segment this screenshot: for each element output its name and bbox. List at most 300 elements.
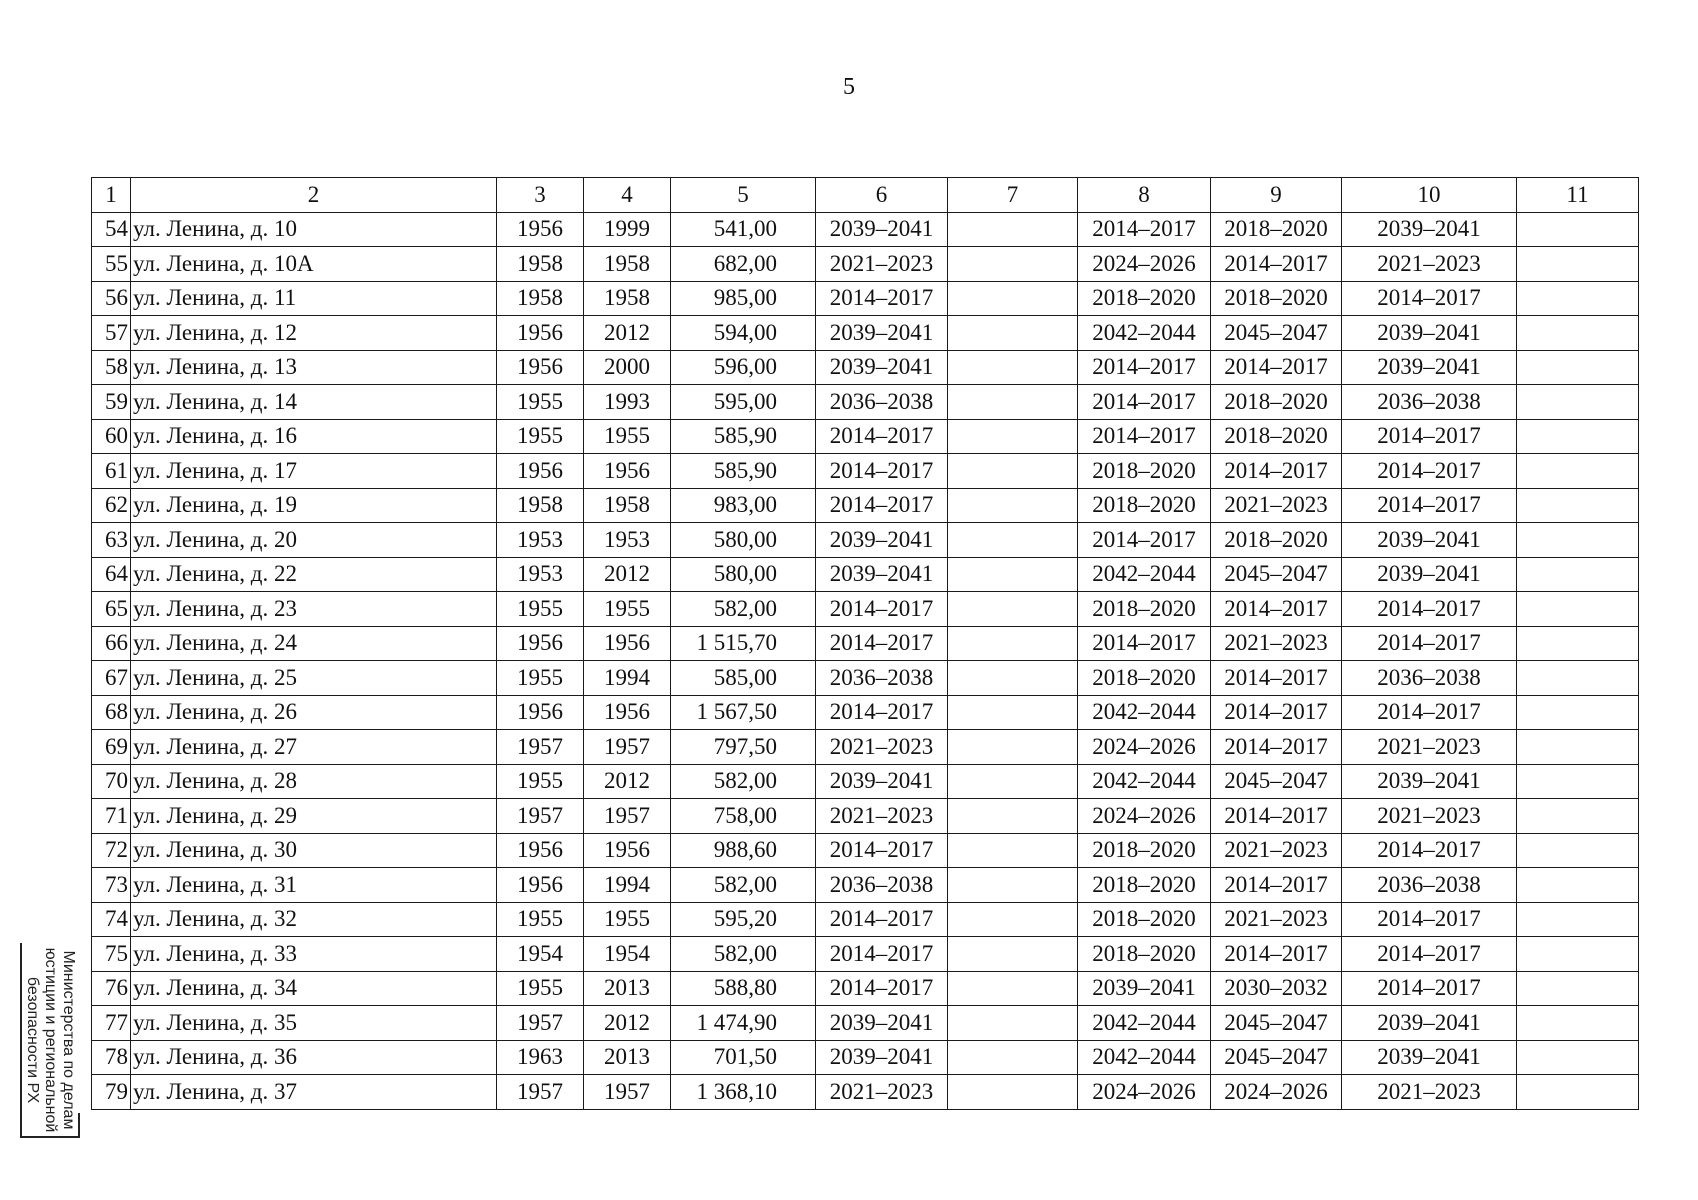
cell-column-11 <box>1517 247 1639 282</box>
cell-period-9: 2014–2017 <box>1211 868 1342 903</box>
cell-column-11 <box>1517 385 1639 420</box>
cell-period-9: 2014–2017 <box>1211 799 1342 834</box>
cell-address: ул. Ленина, д. 37 <box>131 1075 497 1110</box>
cell-column-11 <box>1517 868 1639 903</box>
column-header-3: 3 <box>497 178 584 213</box>
cell-construction-year: 1955 <box>497 661 584 696</box>
cell-period-8: 2042–2044 <box>1078 695 1211 730</box>
cell-period-6: 2014–2017 <box>816 419 948 454</box>
cell-period-6: 2039–2041 <box>816 316 948 351</box>
table-row <box>92 281 1639 316</box>
cell-period-9: 2014–2017 <box>1211 730 1342 765</box>
cell-area: 541,00 <box>671 212 816 247</box>
cell-period-10: 2014–2017 <box>1342 902 1517 937</box>
cell-construction-year: 1956 <box>497 212 584 247</box>
cell-period-10: 2014–2017 <box>1342 419 1517 454</box>
cell-renovation-year: 1994 <box>584 868 671 903</box>
cell-column-11 <box>1517 281 1639 316</box>
column-header-9: 9 <box>1211 178 1342 213</box>
cell-period-8: 2042–2044 <box>1078 1006 1211 1041</box>
cell-column-7 <box>948 385 1078 420</box>
cell-area: 1 368,10 <box>671 1075 816 1110</box>
cell-row-number: 68 <box>92 695 131 730</box>
cell-construction-year: 1955 <box>497 592 584 627</box>
cell-renovation-year: 2000 <box>584 350 671 385</box>
cell-column-7 <box>948 281 1078 316</box>
cell-period-6: 2039–2041 <box>816 212 948 247</box>
table-row <box>92 419 1639 454</box>
cell-row-number: 67 <box>92 661 131 696</box>
cell-period-8: 2018–2020 <box>1078 454 1211 489</box>
stamp-line-3: безопасности РХ <box>24 976 41 1104</box>
cell-period-8: 2042–2044 <box>1078 764 1211 799</box>
cell-period-8: 2018–2020 <box>1078 937 1211 972</box>
cell-column-7 <box>948 592 1078 627</box>
column-header-6: 6 <box>816 178 948 213</box>
cell-construction-year: 1956 <box>497 316 584 351</box>
cell-renovation-year: 2012 <box>584 557 671 592</box>
cell-column-7 <box>948 1075 1078 1110</box>
cell-construction-year: 1955 <box>497 902 584 937</box>
cell-period-8: 2042–2044 <box>1078 1040 1211 1075</box>
cell-renovation-year: 1956 <box>584 454 671 489</box>
cell-construction-year: 1956 <box>497 626 584 661</box>
table-row <box>92 730 1639 765</box>
cell-row-number: 71 <box>92 799 131 834</box>
table-row <box>92 454 1639 489</box>
cell-area: 1 515,70 <box>671 626 816 661</box>
cell-column-11 <box>1517 661 1639 696</box>
cell-area: 582,00 <box>671 764 816 799</box>
cell-area: 582,00 <box>671 868 816 903</box>
cell-renovation-year: 1957 <box>584 730 671 765</box>
cell-construction-year: 1958 <box>497 247 584 282</box>
cell-construction-year: 1958 <box>497 488 584 523</box>
cell-address: ул. Ленина, д. 25 <box>131 661 497 696</box>
column-header-2: 2 <box>131 178 497 213</box>
cell-row-number: 69 <box>92 730 131 765</box>
cell-renovation-year: 1954 <box>584 937 671 972</box>
column-header-5: 5 <box>671 178 816 213</box>
cell-period-6: 2021–2023 <box>816 799 948 834</box>
cell-renovation-year: 1953 <box>584 523 671 558</box>
cell-row-number: 59 <box>92 385 131 420</box>
cell-column-11 <box>1517 454 1639 489</box>
cell-period-10: 2039–2041 <box>1342 523 1517 558</box>
registration-stamp <box>17 937 83 1143</box>
cell-address: ул. Ленина, д. 16 <box>131 419 497 454</box>
cell-column-11 <box>1517 937 1639 972</box>
cell-period-6: 2039–2041 <box>816 764 948 799</box>
cell-period-8: 2024–2026 <box>1078 799 1211 834</box>
cell-column-11 <box>1517 971 1639 1006</box>
cell-row-number: 74 <box>92 902 131 937</box>
cell-period-8: 2014–2017 <box>1078 350 1211 385</box>
cell-renovation-year: 1956 <box>584 833 671 868</box>
cell-period-8: 2018–2020 <box>1078 661 1211 696</box>
cell-row-number: 75 <box>92 937 131 972</box>
cell-column-7 <box>948 833 1078 868</box>
cell-construction-year: 1958 <box>497 281 584 316</box>
cell-column-11 <box>1517 557 1639 592</box>
cell-period-8: 2018–2020 <box>1078 592 1211 627</box>
column-header-1: 1 <box>92 178 131 213</box>
cell-renovation-year: 1955 <box>584 902 671 937</box>
cell-column-7 <box>948 316 1078 351</box>
cell-construction-year: 1954 <box>497 937 584 972</box>
cell-renovation-year: 1993 <box>584 385 671 420</box>
cell-address: ул. Ленина, д. 20 <box>131 523 497 558</box>
cell-renovation-year: 1955 <box>584 419 671 454</box>
cell-renovation-year: 2012 <box>584 316 671 351</box>
cell-row-number: 70 <box>92 764 131 799</box>
cell-period-9: 2014–2017 <box>1211 350 1342 385</box>
cell-area: 595,00 <box>671 385 816 420</box>
cell-renovation-year: 2013 <box>584 1040 671 1075</box>
cell-period-10: 2014–2017 <box>1342 937 1517 972</box>
table-row <box>92 488 1639 523</box>
cell-renovation-year: 1994 <box>584 661 671 696</box>
table-row <box>92 1075 1639 1110</box>
cell-address: ул. Ленина, д. 14 <box>131 385 497 420</box>
cell-renovation-year: 1957 <box>584 1075 671 1110</box>
stamp-text <box>23 937 77 1143</box>
column-header-7: 7 <box>948 178 1078 213</box>
cell-row-number: 79 <box>92 1075 131 1110</box>
cell-column-7 <box>948 212 1078 247</box>
cell-column-11 <box>1517 799 1639 834</box>
cell-column-11 <box>1517 902 1639 937</box>
cell-renovation-year: 2012 <box>584 1006 671 1041</box>
table-row <box>92 868 1639 903</box>
cell-area: 582,00 <box>671 937 816 972</box>
cell-period-10: 2021–2023 <box>1342 799 1517 834</box>
cell-period-8: 2024–2026 <box>1078 247 1211 282</box>
cell-period-6: 2021–2023 <box>816 730 948 765</box>
cell-period-8: 2042–2044 <box>1078 316 1211 351</box>
cell-construction-year: 1955 <box>497 764 584 799</box>
cell-row-number: 66 <box>92 626 131 661</box>
cell-period-6: 2014–2017 <box>816 281 948 316</box>
cell-construction-year: 1957 <box>497 1006 584 1041</box>
table-row <box>92 316 1639 351</box>
cell-column-11 <box>1517 1040 1639 1075</box>
cell-period-6: 2036–2038 <box>816 385 948 420</box>
cell-renovation-year: 1956 <box>584 695 671 730</box>
cell-column-7 <box>948 730 1078 765</box>
cell-construction-year: 1957 <box>497 1075 584 1110</box>
cell-period-10: 2014–2017 <box>1342 971 1517 1006</box>
cell-period-6: 2036–2038 <box>816 661 948 696</box>
cell-area: 682,00 <box>671 247 816 282</box>
cell-period-9: 2030–2032 <box>1211 971 1342 1006</box>
cell-area: 588,80 <box>671 971 816 1006</box>
cell-period-10: 2039–2041 <box>1342 212 1517 247</box>
table-row <box>92 350 1639 385</box>
table-row <box>92 971 1639 1006</box>
cell-period-9: 2018–2020 <box>1211 212 1342 247</box>
cell-renovation-year: 2013 <box>584 971 671 1006</box>
cell-period-9: 2045–2047 <box>1211 764 1342 799</box>
cell-period-9: 2045–2047 <box>1211 316 1342 351</box>
cell-period-8: 2042–2044 <box>1078 557 1211 592</box>
cell-address: ул. Ленина, д. 35 <box>131 1006 497 1041</box>
stamp-line-2: юстиции и региональной <box>42 947 59 1133</box>
cell-column-11 <box>1517 350 1639 385</box>
cell-construction-year: 1955 <box>497 385 584 420</box>
table-row <box>92 385 1639 420</box>
housing-table-container <box>91 177 1638 1110</box>
cell-area: 585,90 <box>671 454 816 489</box>
cell-column-7 <box>948 1040 1078 1075</box>
cell-construction-year: 1963 <box>497 1040 584 1075</box>
cell-period-6: 2014–2017 <box>816 833 948 868</box>
cell-area: 580,00 <box>671 557 816 592</box>
cell-column-7 <box>948 523 1078 558</box>
cell-period-10: 2039–2041 <box>1342 557 1517 592</box>
cell-period-6: 2021–2023 <box>816 247 948 282</box>
cell-column-11 <box>1517 523 1639 558</box>
cell-period-10: 2014–2017 <box>1342 454 1517 489</box>
cell-renovation-year: 1958 <box>584 247 671 282</box>
cell-column-11 <box>1517 764 1639 799</box>
cell-renovation-year: 1999 <box>584 212 671 247</box>
cell-address: ул. Ленина, д. 19 <box>131 488 497 523</box>
cell-period-9: 2014–2017 <box>1211 661 1342 696</box>
cell-period-9: 2021–2023 <box>1211 902 1342 937</box>
cell-area: 582,00 <box>671 592 816 627</box>
cell-area: 594,00 <box>671 316 816 351</box>
cell-period-9: 2014–2017 <box>1211 247 1342 282</box>
cell-row-number: 57 <box>92 316 131 351</box>
cell-address: ул. Ленина, д. 13 <box>131 350 497 385</box>
cell-period-6: 2014–2017 <box>816 971 948 1006</box>
cell-period-8: 2024–2026 <box>1078 730 1211 765</box>
cell-row-number: 65 <box>92 592 131 627</box>
cell-column-7 <box>948 350 1078 385</box>
cell-renovation-year: 1955 <box>584 592 671 627</box>
cell-period-9: 2045–2047 <box>1211 1006 1342 1041</box>
cell-period-10: 2039–2041 <box>1342 764 1517 799</box>
cell-address: ул. Ленина, д. 31 <box>131 868 497 903</box>
cell-row-number: 76 <box>92 971 131 1006</box>
cell-column-11 <box>1517 730 1639 765</box>
cell-period-6: 2014–2017 <box>816 626 948 661</box>
cell-period-8: 2018–2020 <box>1078 281 1211 316</box>
cell-period-8: 2014–2017 <box>1078 212 1211 247</box>
cell-construction-year: 1955 <box>497 971 584 1006</box>
cell-row-number: 58 <box>92 350 131 385</box>
cell-period-9: 2018–2020 <box>1211 523 1342 558</box>
cell-area: 985,00 <box>671 281 816 316</box>
cell-period-9: 2045–2047 <box>1211 1040 1342 1075</box>
table-row <box>92 1006 1639 1041</box>
table-row <box>92 247 1639 282</box>
cell-renovation-year: 1956 <box>584 626 671 661</box>
cell-column-7 <box>948 868 1078 903</box>
cell-column-7 <box>948 799 1078 834</box>
cell-period-8: 2018–2020 <box>1078 902 1211 937</box>
cell-row-number: 56 <box>92 281 131 316</box>
cell-period-6: 2014–2017 <box>816 488 948 523</box>
cell-address: ул. Ленина, д. 32 <box>131 902 497 937</box>
cell-row-number: 78 <box>92 1040 131 1075</box>
cell-period-10: 2021–2023 <box>1342 247 1517 282</box>
cell-column-7 <box>948 626 1078 661</box>
cell-address: ул. Ленина, д. 23 <box>131 592 497 627</box>
cell-renovation-year: 1958 <box>584 488 671 523</box>
cell-column-11 <box>1517 1075 1639 1110</box>
cell-row-number: 64 <box>92 557 131 592</box>
cell-period-10: 2021–2023 <box>1342 1075 1517 1110</box>
cell-address: ул. Ленина, д. 36 <box>131 1040 497 1075</box>
cell-period-6: 2014–2017 <box>816 937 948 972</box>
cell-construction-year: 1956 <box>497 454 584 489</box>
cell-period-8: 2014–2017 <box>1078 523 1211 558</box>
cell-construction-year: 1953 <box>497 557 584 592</box>
cell-area: 1 567,50 <box>671 695 816 730</box>
cell-construction-year: 1955 <box>497 419 584 454</box>
cell-construction-year: 1956 <box>497 833 584 868</box>
cell-area: 596,00 <box>671 350 816 385</box>
cell-period-10: 2039–2041 <box>1342 1040 1517 1075</box>
table-row <box>92 523 1639 558</box>
cell-area: 758,00 <box>671 799 816 834</box>
cell-column-7 <box>948 557 1078 592</box>
cell-period-9: 2021–2023 <box>1211 833 1342 868</box>
cell-period-6: 2039–2041 <box>816 350 948 385</box>
cell-period-10: 2014–2017 <box>1342 626 1517 661</box>
cell-period-8: 2014–2017 <box>1078 626 1211 661</box>
cell-period-6: 2036–2038 <box>816 868 948 903</box>
cell-period-8: 2014–2017 <box>1078 419 1211 454</box>
cell-row-number: 54 <box>92 212 131 247</box>
cell-construction-year: 1956 <box>497 868 584 903</box>
cell-column-7 <box>948 695 1078 730</box>
cell-period-9: 2021–2023 <box>1211 488 1342 523</box>
cell-column-7 <box>948 902 1078 937</box>
table-row <box>92 764 1639 799</box>
cell-row-number: 61 <box>92 454 131 489</box>
cell-renovation-year: 1958 <box>584 281 671 316</box>
cell-period-10: 2039–2041 <box>1342 350 1517 385</box>
table-row <box>92 592 1639 627</box>
cell-column-11 <box>1517 1006 1639 1041</box>
cell-row-number: 55 <box>92 247 131 282</box>
cell-period-9: 2014–2017 <box>1211 695 1342 730</box>
cell-period-8: 2014–2017 <box>1078 385 1211 420</box>
table-row <box>92 661 1639 696</box>
cell-address: ул. Ленина, д. 29 <box>131 799 497 834</box>
cell-period-9: 2014–2017 <box>1211 454 1342 489</box>
cell-period-9: 2014–2017 <box>1211 937 1342 972</box>
table-row <box>92 1040 1639 1075</box>
cell-column-7 <box>948 488 1078 523</box>
cell-period-6: 2039–2041 <box>816 1040 948 1075</box>
cell-address: ул. Ленина, д. 24 <box>131 626 497 661</box>
cell-column-11 <box>1517 833 1639 868</box>
cell-period-8: 2024–2026 <box>1078 1075 1211 1110</box>
cell-period-10: 2014–2017 <box>1342 488 1517 523</box>
cell-address: ул. Ленина, д. 10 <box>131 212 497 247</box>
cell-address: ул. Ленина, д. 11 <box>131 281 497 316</box>
cell-period-8: 2018–2020 <box>1078 488 1211 523</box>
column-header-8: 8 <box>1078 178 1211 213</box>
cell-construction-year: 1957 <box>497 799 584 834</box>
cell-area: 983,00 <box>671 488 816 523</box>
cell-period-6: 2014–2017 <box>816 902 948 937</box>
table-body <box>92 212 1639 1109</box>
cell-period-9: 2018–2020 <box>1211 385 1342 420</box>
cell-row-number: 60 <box>92 419 131 454</box>
cell-area: 585,00 <box>671 661 816 696</box>
cell-period-6: 2039–2041 <box>816 557 948 592</box>
cell-row-number: 77 <box>92 1006 131 1041</box>
cell-column-11 <box>1517 626 1639 661</box>
cell-address: ул. Ленина, д. 34 <box>131 971 497 1006</box>
cell-column-11 <box>1517 419 1639 454</box>
cell-period-9: 2045–2047 <box>1211 557 1342 592</box>
cell-address: ул. Ленина, д. 17 <box>131 454 497 489</box>
cell-renovation-year: 2012 <box>584 764 671 799</box>
cell-period-10: 2036–2038 <box>1342 661 1517 696</box>
cell-period-6: 2039–2041 <box>816 523 948 558</box>
cell-row-number: 63 <box>92 523 131 558</box>
cell-address: ул. Ленина, д. 26 <box>131 695 497 730</box>
page-number: 5 <box>843 74 855 100</box>
cell-column-7 <box>948 937 1078 972</box>
cell-column-11 <box>1517 488 1639 523</box>
cell-address: ул. Ленина, д. 33 <box>131 937 497 972</box>
cell-period-6: 2014–2017 <box>816 454 948 489</box>
cell-row-number: 62 <box>92 488 131 523</box>
cell-column-7 <box>948 661 1078 696</box>
table-row <box>92 695 1639 730</box>
cell-period-6: 2014–2017 <box>816 592 948 627</box>
cell-area: 1 474,90 <box>671 1006 816 1041</box>
table-row <box>92 212 1639 247</box>
cell-area: 595,20 <box>671 902 816 937</box>
cell-construction-year: 1957 <box>497 730 584 765</box>
cell-column-7 <box>948 454 1078 489</box>
cell-period-10: 2039–2041 <box>1342 1006 1517 1041</box>
cell-period-10: 2021–2023 <box>1342 730 1517 765</box>
column-header-11: 11 <box>1517 178 1639 213</box>
cell-column-11 <box>1517 695 1639 730</box>
cell-area: 797,50 <box>671 730 816 765</box>
cell-period-9: 2014–2017 <box>1211 592 1342 627</box>
cell-period-10: 2039–2041 <box>1342 316 1517 351</box>
cell-period-9: 2018–2020 <box>1211 419 1342 454</box>
cell-column-11 <box>1517 592 1639 627</box>
cell-address: ул. Ленина, д. 27 <box>131 730 497 765</box>
cell-column-7 <box>948 1006 1078 1041</box>
column-header-10: 10 <box>1342 178 1517 213</box>
housing-table <box>91 177 1639 1110</box>
cell-period-10: 2014–2017 <box>1342 695 1517 730</box>
cell-area: 585,90 <box>671 419 816 454</box>
cell-column-11 <box>1517 212 1639 247</box>
cell-address: ул. Ленина, д. 30 <box>131 833 497 868</box>
cell-address: ул. Ленина, д. 10А <box>131 247 497 282</box>
cell-column-7 <box>948 764 1078 799</box>
cell-row-number: 73 <box>92 868 131 903</box>
table-row <box>92 902 1639 937</box>
cell-period-9: 2018–2020 <box>1211 281 1342 316</box>
cell-construction-year: 1953 <box>497 523 584 558</box>
cell-construction-year: 1956 <box>497 695 584 730</box>
cell-period-10: 2014–2017 <box>1342 281 1517 316</box>
